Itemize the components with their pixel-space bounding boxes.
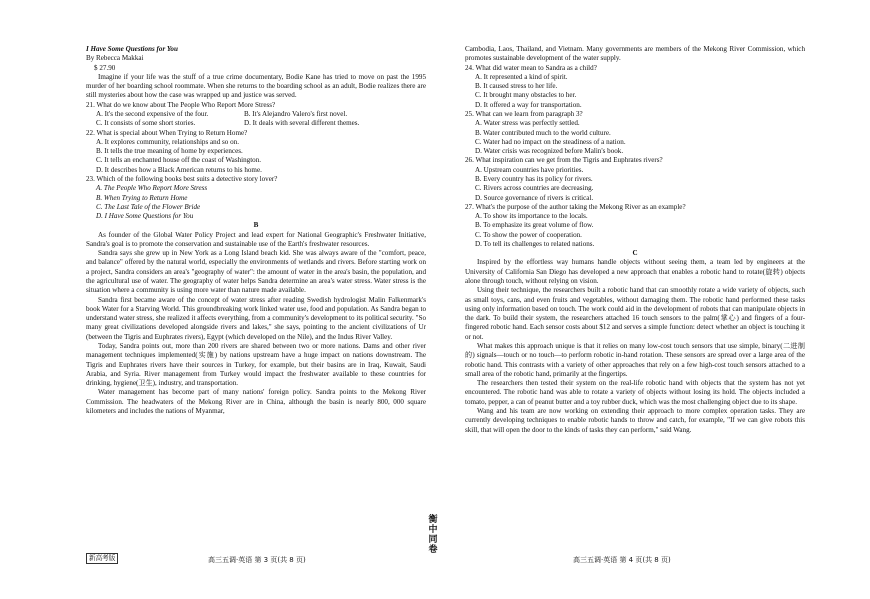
question-25: 25. What can we learn from paragraph 3? [465, 109, 583, 118]
page-footer-left: 高三五调·英语 第 3 页(共 8 页) [208, 556, 306, 564]
section-c-heading: C [632, 249, 638, 258]
book-intro: Imagine if your life was the stuff of a true crime documentary, Bodie Kane has tried to move on past the 1995 murder of her boarding school roommate. When she returns to the boarding school as an adult, Bodie realizes there are still mysteries about how the case was wrapped up and justice was served. [86, 72, 426, 100]
option-27c: C. To show the power of cooperation. [475, 230, 582, 239]
option-23c: C. The Last Tale of the Flower Bride [96, 202, 201, 211]
option-24b: B. It caused stress to her life. [475, 82, 558, 91]
book-author: By Rebecca Makkai [86, 54, 144, 63]
section-b-heading: B [253, 221, 259, 230]
option-26b: B. Every country has its policy for rivers. [475, 174, 593, 183]
option-23a: A. The People Who Report More Stress [96, 184, 208, 193]
exam-version-badge: 新高考版 [86, 553, 118, 564]
option-22c: C. It tells an enchanted house off the coast of Washington. [96, 156, 262, 165]
seal-char-4: 卷 [428, 545, 438, 555]
seal-char-2: 中 [428, 525, 438, 535]
question-21: 21. What do we know about The People Who Report More Stress? [86, 100, 276, 109]
option-27d: D. To tell its challenges to related nations. [475, 239, 595, 248]
option-22a: A. It explores community, relationships and so on. [96, 137, 239, 146]
right-column [465, 45, 805, 435]
question-21-options-row2 [86, 119, 426, 128]
passage-c-paragraph-3: What makes this approach unique is that it relies on many low-cost touch sensors that use simple, binary(二进制的) signals—touch or no touch—to perform robotic in-hand rotation. These sensors are spread over a large area of the robotic hand. This contrasts with a variety of other approaches that rely on a few high-cost touch sensors attached to a small area of the robotic hand, primarily at the fingertips. [465, 342, 805, 378]
option-23d: D. I Have Some Questions for You [96, 212, 194, 221]
option-21c: C. It consists of some short stories. [96, 119, 196, 128]
option-25d: D. Water crisis was recognized before Malin's book. [475, 147, 624, 156]
option-26d: D. Source governance of rivers is critical. [475, 193, 594, 202]
question-24: 24. What did water mean to Sandra as a child? [465, 63, 597, 72]
option-27a: A. To show its importance to the locals. [475, 212, 588, 221]
option-22b: B. It tells the true meaning of home by experiences. [96, 147, 243, 156]
option-21b: B. It's Alejandro Valero's first novel. [244, 109, 348, 118]
seal-stamp [426, 515, 440, 555]
passage-b-paragraph-4: Today, Sandra points out, more than 200 rivers are shared between two or more nations. Dams and other river management techniques implemented(实施) by nations upstream have a huge impact on nations downstream. The Tigris and Euphrates rivers have their sources in Turkey, for example, but their basins are in Iraq, Kuwait, Saudi Arabia, and Syria. River management from Turkey would impact the freshwater available to these countries for drinking, hygiene(卫生), industry, and transportation. [86, 342, 426, 388]
question-23: 23. Which of the following books best suits a detective story lover? [86, 174, 278, 183]
question-26: 26. What inspiration can we get from the Tigris and Euphrates rivers? [465, 156, 663, 165]
option-26a: A. Upstream countries have priorities. [475, 165, 584, 174]
book-price: $ 27.90 [94, 63, 116, 72]
passage-b-paragraph-3: Sandra first became aware of the concept of water stress after reading Swedish hydrologist Malin Falkenmark's book Water for a Starving World. This groundbreaking work linked water use, food and population. As Sandra began to understand water stress, she realized it affects everything, from a community's development to its political security. "So many great civilizations developed alongside rivers and lakes," she says, pointing to the ancient civilizations of Ur (between the Tigris and Euphrates rivers), Egypt (which developed on the Nile), and the Indus River Valley. [86, 295, 426, 341]
seal-char-3: 同 [428, 535, 438, 545]
passage-c-paragraph-5: Wang and his team are now working on extending their approach to more complex operation tasks. They are currently developing techniques to enable robotic hands to throw and catch, for example, "If we can give robots this skill, that will open the door to the kinds of tasks they can perform," said Wang. [465, 406, 805, 434]
seal-char-1: 衡 [428, 515, 438, 525]
passage-b-continuation: Cambodia, Laos, Thailand, and Vietnam. Many governments are members of the Mekong River Commission, which promotes sustainable development of the water supply. [465, 45, 805, 63]
passage-b-paragraph-2: Sandra says she grew up in New York as a Long Island beach kid. She was always aware of the "comfort, peace, and balance" offered by the natural world, especially the environments of wetlands and rivers. Before starting work on a project, Sandra considers an area's "geography of water": the amount of water in the area's basin, the population, and the agricultural use of water. The geography of water helps Sandra determine an area's water stress. Water stress is the situation where a community is using more water than nature made available. [86, 249, 426, 295]
option-25c: C. Water had no impact on the steadiness of a nation. [475, 137, 626, 146]
question-27: 27. What's the purpose of the author taking the Mekong River as an example? [465, 202, 686, 211]
question-22: 22. What is special about When Trying to Return Home? [86, 128, 248, 137]
passage-b-paragraph-5: Water management has become part of many nations' foreign policy. Sandra points to the Mekong River Commission. The headwaters of the Mekong River are in China, although the basin is nearly 800, 000 square kilometers and includes the nations of Myanmar, [86, 388, 426, 415]
option-23b: B. When Trying to Return Home [96, 193, 188, 202]
passage-c-paragraph-4: The researchers then tested their system on the real-life robotic hand with objects that the system has not yet encountered. The robotic hand was able to rotate a variety of objects without losing its hold. The objects included a tomato, pepper, a can of peanut butter and a toy rubber duck, which was the most challenging object due to its shape. [465, 379, 805, 406]
option-27b: B. To emphasize its great volume of flow. [475, 221, 594, 230]
option-25a: A. Water stress was perfectly settled. [475, 119, 580, 128]
option-24a: A. It represented a kind of spirit. [475, 72, 568, 81]
option-24c: C. It brought many obstacles to her. [475, 91, 577, 100]
option-26c: C. Rivers across countries are decreasing. [475, 184, 594, 193]
left-column [86, 45, 426, 416]
option-21d: D. It deals with several different themes. [244, 119, 360, 128]
passage-c-paragraph-2: Using their technique, the researchers built a robotic hand that can smoothly rotate a wide variety of objects, such as small toys, cans, and even fruits and vegetables, without damaging them. The robotic hand performed these tasks using only information based on touch. The work could aid in the development of robots that can manipulate objects in the dark. To build their system, the researchers attached 16 touch sensors to the palm(掌心) and fingers of a four-fingered robotic hand. Each sensor costs about $12 and serves a simple function: detect whether an object is touching it or not. [465, 286, 805, 341]
question-21-options-row1 [86, 110, 426, 119]
passage-b-paragraph-1: As founder of the Global Water Policy Project and lead expert for National Geographic's Freshwater Initiative, Sandra's goal is to promote the conservation and sustainable use of the Earth's freshwater resources. [86, 230, 426, 248]
option-22d: D. It describes how a Black American returns to his home. [96, 165, 262, 174]
page-footer-right: 高三五调·英语 第 4 页(共 8 页) [573, 556, 671, 564]
book-title: I Have Some Questions for You [86, 45, 178, 53]
passage-c-paragraph-1: Inspired by the effortless way humans handle objects without seeing them, a team led by engineers at the University of California San Diego has developed a new approach that enables a robotic hand to rotate(旋转) objects alone through touch, without relying on vision. [465, 258, 805, 286]
option-25b: B. Water contributed much to the world culture. [475, 128, 611, 137]
option-21a: A. It's the second expensive of the four. [96, 109, 209, 118]
option-24d: D. It offered a way for transportation. [475, 100, 582, 109]
